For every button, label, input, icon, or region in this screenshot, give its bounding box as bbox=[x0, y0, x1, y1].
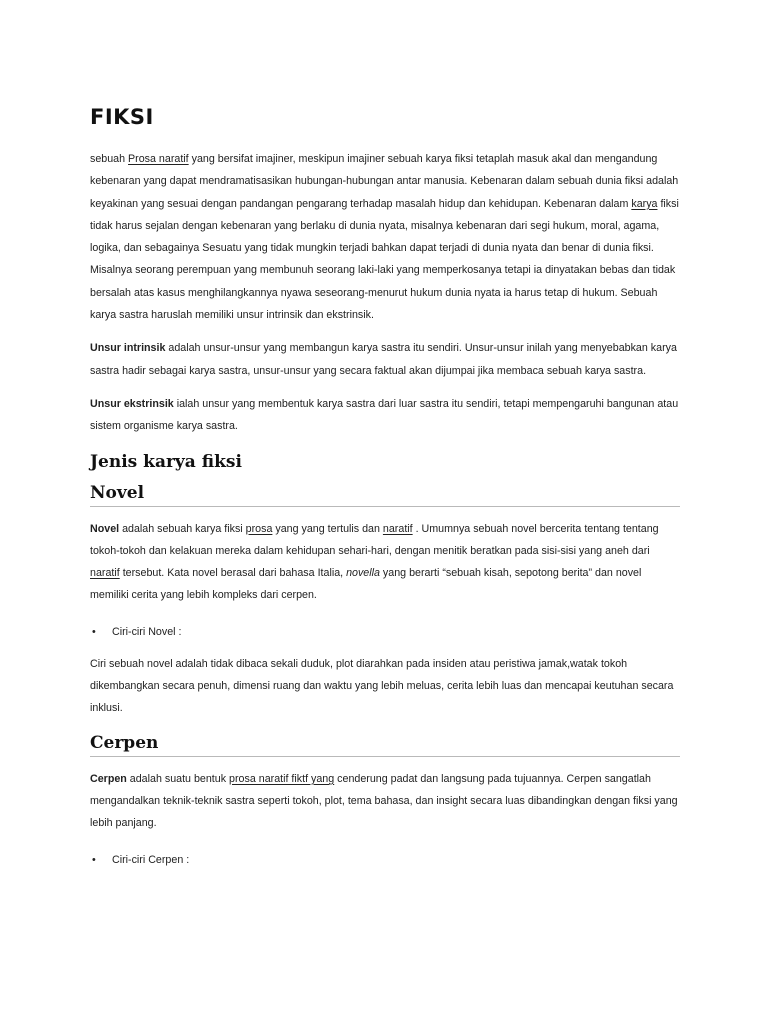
novel-text-5: yang berarti “sebuah kisah, sepotong berita” dan novel memiliki cerita yang lebih kompleks dari cerpen. bbox=[90, 567, 642, 602]
cerpen-text-1: adalah suatu bentuk bbox=[126, 772, 230, 785]
novel-text-1: adalah sebuah karya fiksi bbox=[119, 522, 246, 535]
intro-paragraph bbox=[90, 148, 680, 326]
cerpen-bullet-item bbox=[90, 849, 680, 871]
novel-bullet-label: Ciri-ciri Novel : bbox=[112, 625, 182, 638]
cerpen-text-2: cenderung padat dan langsung pada tujuannya. Cerpen sangatlah mengandalkan teknik-teknik sastra seperti tokoh, plot, tema bahasa, dan insight secara luas dibandingkan dengan fiksi yang lebih panjang. bbox=[90, 772, 678, 830]
cerpen-term: Cerpen bbox=[90, 772, 127, 785]
document-content bbox=[90, 104, 680, 881]
jenis-karya-heading: Jenis karya fiksi bbox=[90, 451, 242, 472]
bullet-icon: • bbox=[92, 853, 96, 866]
intro-text-mid: yang bersifat imajiner, meskipun imajiner sebuah karya fiksi tetaplah masuk akal dan mengandung kebenaran yang dapat mendramatisasikan hubungan-hubungan antar manusia. Kebenaran dalam sebuah dunia fiksi adalah keyakinan yang sesuai dengan pandangan pengarang terhadap masalah hidup dan kehidupan. Kebenaran dalam bbox=[90, 153, 679, 210]
link-naratif-2[interactable]: naratif bbox=[90, 567, 120, 580]
bullet-icon: • bbox=[92, 625, 96, 638]
novel-heading: Novel bbox=[90, 481, 680, 507]
cerpen-bullet-label: Ciri-ciri Cerpen : bbox=[112, 853, 190, 866]
intrinsik-paragraph bbox=[90, 337, 680, 382]
ekstrinsik-text: ialah unsur yang membentuk karya sastra dari luar sastra itu sendiri, tetapi mempengaruhi bangunan atau sistem organisme karya sastra. bbox=[90, 397, 679, 433]
link-prosa-naratif-fiktf[interactable]: prosa naratif fiktf yang bbox=[229, 772, 335, 785]
novel-text-3: . Umumnya sebuah novel bercerita tentang tentang tokoh-tokoh dan kelakuan mereka dalam kehidupan sehari-hari, dengan menitik beratkan pada sisi-sisi yang aneh dari bbox=[90, 522, 659, 557]
link-prosa[interactable]: prosa bbox=[245, 522, 273, 535]
novel-bullet-item bbox=[90, 621, 680, 643]
cerpen-paragraph bbox=[90, 768, 680, 835]
novel-ciri-paragraph: Ciri sebuah novel adalah tidak dibaca sekali duduk, plot diarahkan pada insiden atau peristiwa jamak,watak tokoh dikembangkan secara penuh, dimensi ruang dan waktu yang lebih meluas, cerita lebih luas dan mencapai keutuhan secara inklusi. bbox=[90, 657, 674, 715]
link-prosa-naratif[interactable]: Prosa naratif bbox=[128, 153, 189, 165]
novel-text-2: yang yang tertulis dan bbox=[272, 522, 383, 535]
novel-text-4: tersebut. Kata novel berasal dari bahasa Italia, bbox=[119, 567, 347, 580]
ekstrinsik-term: Unsur ekstrinsik bbox=[90, 397, 174, 410]
link-naratif-1[interactable]: naratif bbox=[382, 522, 413, 535]
ekstrinsik-paragraph bbox=[90, 393, 680, 438]
intrinsik-text: adalah unsur-unsur yang membangun karya sastra itu sendiri. Unsur-unsur inilah yang menyebabkan karya sastra hadir sebagai karya sastra, unsur-unsur yang secara faktual akan dijumpai jika membaca sebuah karya sastra. bbox=[90, 342, 677, 377]
intro-text-post: fiksi tidak harus sejalan dengan kebenaran yang berlaku di dunia nyata, misalnya kebenaran dari segi hukum, moral, agama, logika, dan sebagainya Sesuatu yang tidak mungkin terjadi bahkan dapat terjadi di dunia nyata dan benar di dunia fiksi. Misalnya seorang perempuan yang membunuh seorang laki-laki yang memperkosanya tetapi ia dinyatakan bebas dan tidak bersalah atas kasus menghilangkannya nyawa seseorang-menurut hukum dunia nyata ia harus tetap di hukum. Sebuah karya sastra haruslah memiliki unsur intrinsik dan ekstrinsik. bbox=[90, 197, 679, 322]
novel-term: Novel bbox=[90, 522, 120, 535]
page-title: FIKSI bbox=[90, 105, 154, 129]
novel-paragraph bbox=[90, 518, 680, 607]
cerpen-heading: Cerpen bbox=[90, 731, 680, 757]
intro-text-pre: sebuah bbox=[90, 153, 129, 165]
link-karya[interactable]: karya bbox=[631, 197, 658, 210]
intrinsik-term: Unsur intrinsik bbox=[90, 342, 166, 355]
novella-italic: novella bbox=[346, 567, 380, 580]
